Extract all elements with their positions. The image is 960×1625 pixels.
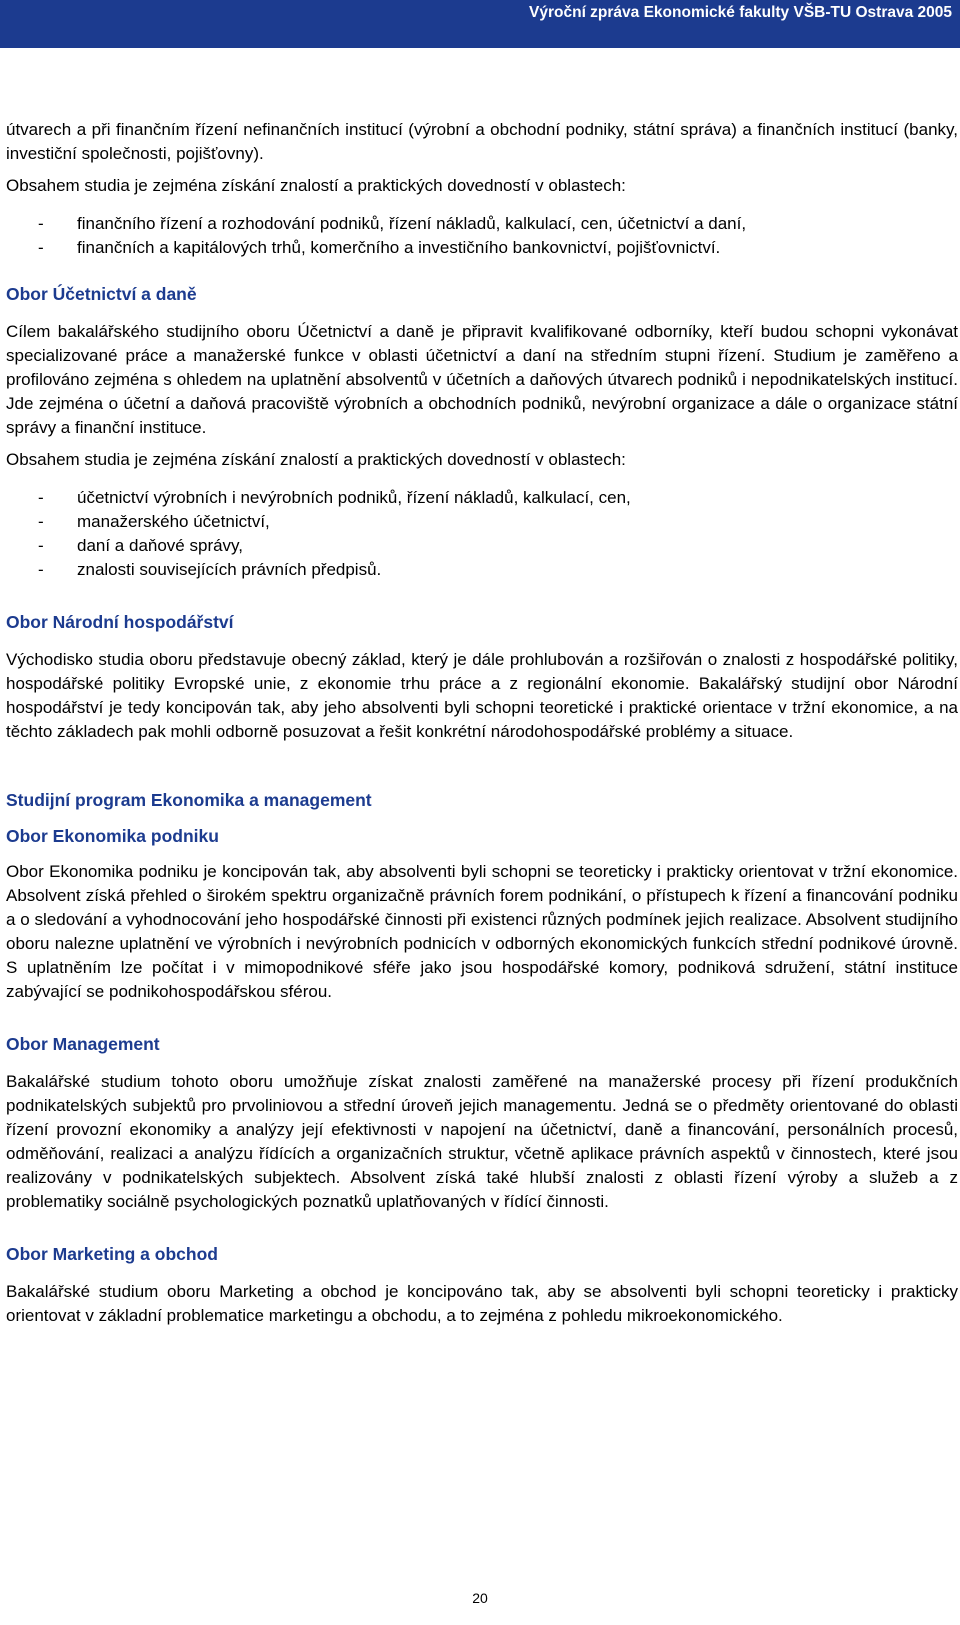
section-heading-ucetnictvi: Obor Účetnictví a daně	[6, 284, 197, 304]
ucetnictvi-paragraph: Cílem bakalářského studijního oboru Účetnictví a daně je připravit kvalifikované odborníky, kteří budou schopni vykonávat specializované práce a manažerské funkce v oblasti účetnictví a daní na středním stupni řízení. Studium je zaměřeno a profilováno zejména s ohledem na uplatnění absolventů v účetních a daňových útvarech podniků i nepodnikatelských institucí. Jde zejména o účetní a daňová pracoviště výrobních a obchodních podniků, nevýrobní organizace a dále o organizace státní správy a finanční instituce.	[6, 322, 958, 437]
management-paragraph: Bakalářské studium tohoto oboru umožňuje získat znalosti zaměřené na manažerské procesy při řízení produkčních podnikatelských subjektů pro prvoliniovou a střední úroveň jejich managementu. Jedná se o předměty orientované do oblasti řízení provozní ekonomiky a analýzy její efektivnosti v napojení na účetnictví, daně a financování, personálních procesů, odměňování, realizaci a analýzu řídících a organizačních struktur, včetně aplikace právních aspektů v činnostech, které jsou realizovány v podnikatelských subjektech. Absolvent získá také hlubší znalosti z oblasti řízení výroby a služeb a z problematiky sociálně psychologických poznatků uplatňovaných v řídící činnosti.	[6, 1072, 958, 1211]
document-body	[6, 118, 958, 1328]
dash-bullet: -	[38, 560, 44, 579]
marketing-a-obchod-paragraph: Bakalářské studium oboru Marketing a obchod je koncipováno tak, aby se absolventi byli schopni teoreticky i prakticky orientovat v základní problematice marketingu a obchodu, a to zejména z pohledu mikroekonomického.	[6, 1282, 958, 1325]
section-heading-management: Obor Management	[6, 1034, 160, 1054]
program-heading-ekonomika-a-management: Studijní program Ekonomika a management	[6, 790, 372, 810]
ucetnictvi-list	[6, 486, 958, 582]
dash-bullet: -	[38, 238, 44, 257]
dash-bullet: -	[38, 214, 44, 233]
list-item: - daní a daňové správy,	[6, 534, 958, 558]
dash-bullet: -	[38, 488, 44, 507]
dash-bullet: -	[38, 512, 44, 531]
list-item: - finančních a kapitálových trhů, komerčního a investičního bankovnictví, pojišťovnictví.	[6, 236, 958, 260]
ekonomika-podniku-paragraph: Obor Ekonomika podniku je koncipován tak, aby absolventi byli schopni se teoreticky i prakticky orientovat v tržní ekonomice. Absolvent získá přehled o širokém spektru organizačně právních forem podnikání, o přístupech k řízení a financování podniku a o sledování a vyhodnocování jeho hospodářské činnosti při existenci různých podmínek jejich realizace. Absolvent studijního oboru nalezne uplatnění ve výrobních i nevýrobních podnicích v odborných ekonomických funkcích střední podnikové úrovně. S uplatněním lze počítat i v mimopodnikové sféře jako jsou hospodářské komory, podniková sdružení, státní instituce zabývající se podnikohospodářskou sférou.	[6, 862, 958, 1001]
section-heading-narodni-hospodarstvi: Obor Národní hospodářství	[6, 612, 234, 632]
list-item: - finančního řízení a rozhodování podniků, řízení nákladů, kalkulací, cen, účetnictví a daní,	[6, 212, 958, 236]
dash-bullet: -	[38, 536, 44, 555]
ucetnictvi-content-lead: Obsahem studia je zejména získání znalostí a praktických dovedností v oblastech:	[6, 450, 626, 469]
list-item: - znalosti souvisejících právních předpisů.	[6, 558, 958, 582]
intro-continuation-paragraph: útvarech a při finančním řízení nefinančních institucí (výrobní a obchodní podniky, státní správa) a finančních institucí (banky, investiční společnosti, pojišťovny).	[6, 120, 958, 163]
list-item: - manažerského účetnictví,	[6, 510, 958, 534]
report-header-bar	[0, 0, 960, 48]
intro-list	[6, 212, 958, 260]
report-header-title: Výroční zpráva Ekonomické fakulty VŠB-TU Ostrava 2005	[529, 4, 952, 21]
section-heading-marketing-a-obchod: Obor Marketing a obchod	[6, 1244, 218, 1264]
intro-content-lead: Obsahem studia je zejména získání znalostí a praktických dovedností v oblastech:	[6, 176, 626, 195]
page-number: 20	[472, 1590, 488, 1606]
section-heading-ekonomika-podniku: Obor Ekonomika podniku	[6, 826, 219, 846]
narodni-hospodarstvi-paragraph: Východisko studia oboru představuje obecný základ, který je dále prohlubován a rozšiřován o znalosti z hospodářské politiky, hospodářské politiky Evropské unie, z ekonomie trhu práce a z regionální ekonomie. Bakalářský studijní obor Národní hospodářství je tedy koncipován tak, aby jeho absolventi byli schopni teoretické i praktické orientace v tržní ekonomice, a na těchto základech pak mohli odborně posuzovat a řešit konkrétní národohospodářské problémy a situace.	[6, 650, 958, 741]
list-item: - účetnictví výrobních i nevýrobních podniků, řízení nákladů, kalkulací, cen,	[6, 486, 958, 510]
